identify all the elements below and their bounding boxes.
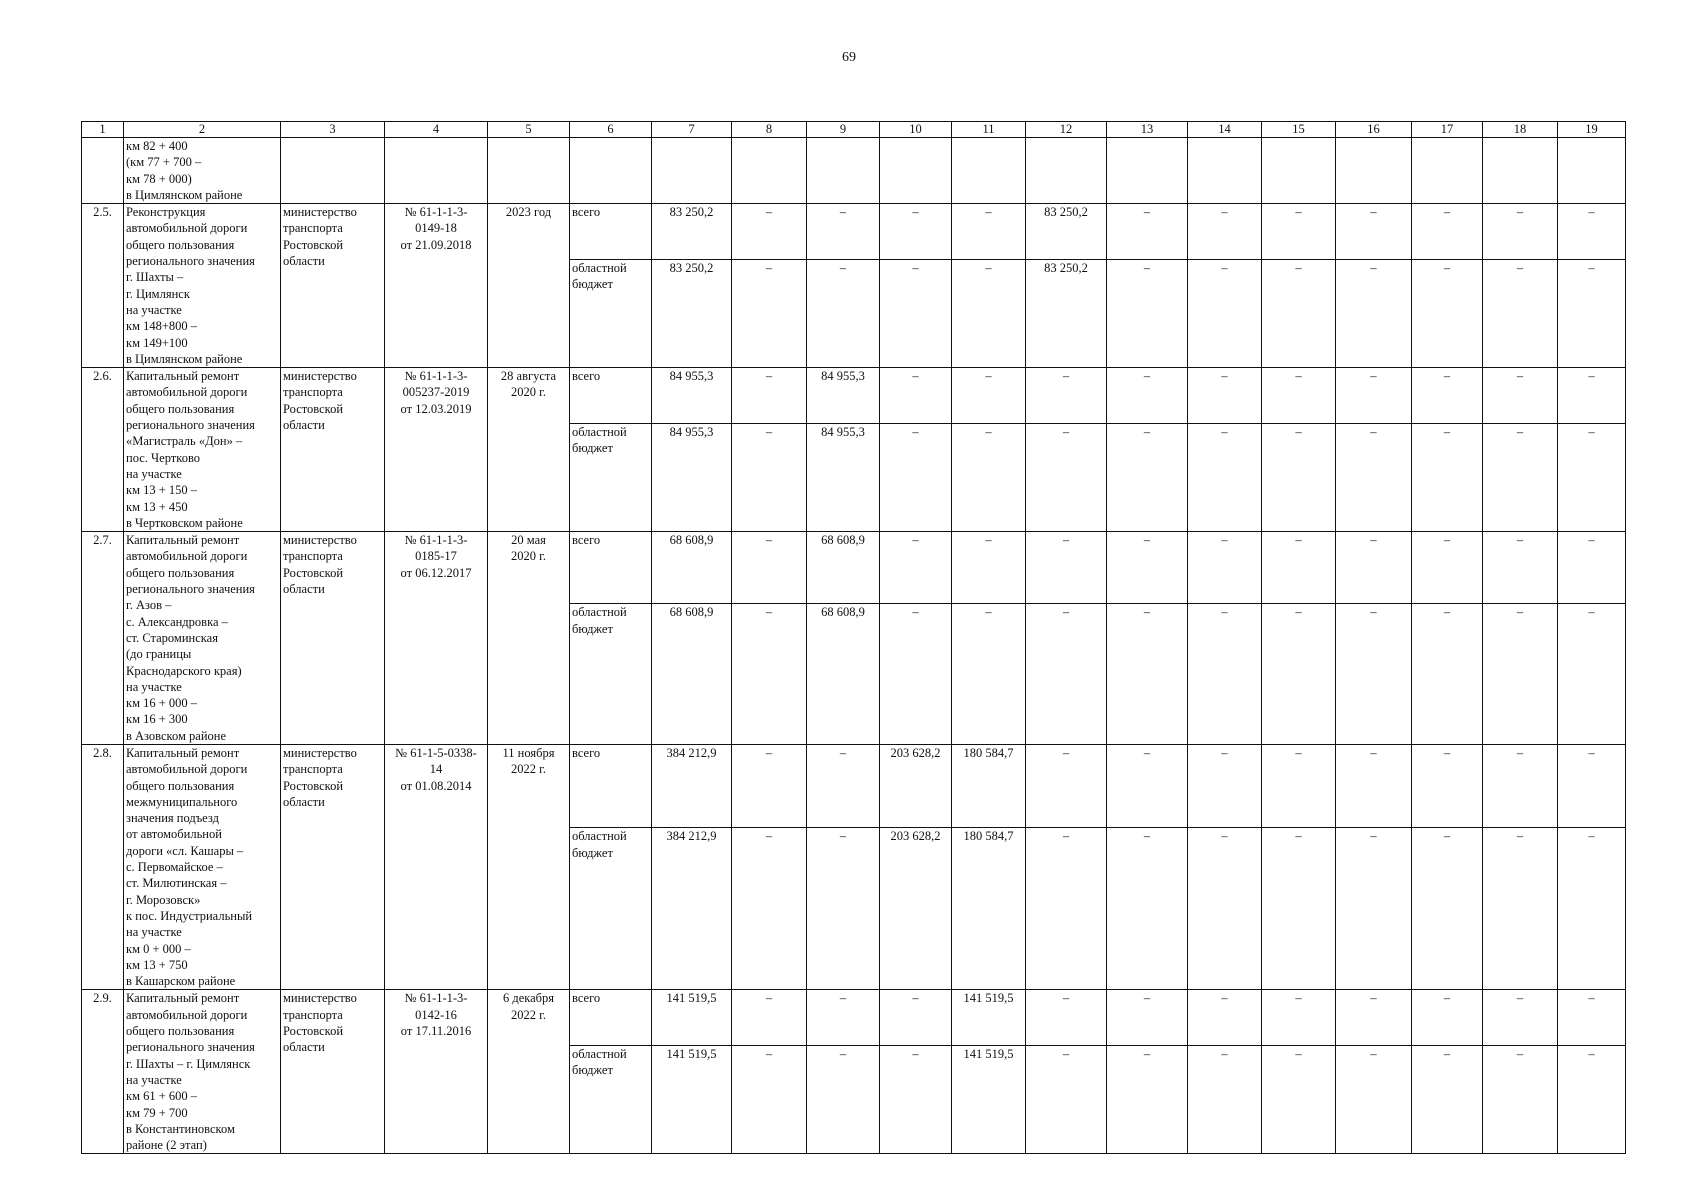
cell-col-19: – [1558,604,1626,745]
cell-col-13: – [1107,990,1188,1046]
cell-col-10: – [880,204,952,260]
column-header-9: 9 [807,122,880,138]
cell-col-11: – [952,532,1026,604]
cell-col-11: – [952,604,1026,745]
cell-col-19: – [1558,828,1626,990]
cell-col-19: – [1558,368,1626,424]
cell-col-19: – [1558,259,1626,367]
cell-col-8: – [732,604,807,745]
cell-col-12: – [1026,368,1107,424]
cell-document: № 61-1-1-3- 005237-2019 от 12.03.2019 [385,368,488,532]
cell-col-15: – [1262,1046,1336,1154]
cell-col-19: – [1558,532,1626,604]
cell-col-14: – [1188,423,1262,531]
cell-agency: министерство транспорта Ростовской области [281,990,385,1154]
cell-col-16: – [1336,259,1412,367]
cell-col-9: – [807,744,880,827]
cell-col-7: 84 955,3 [652,423,732,531]
budget-table [81,121,1626,1154]
cell-funding-source: областной бюджет [570,423,652,531]
cell-col-7: 68 608,9 [652,604,732,745]
cell-col-7: 141 519,5 [652,990,732,1046]
cell-description: Капитальный ремонт автомобильной дороги общего пользования регионального значения г. Азов – с. Александровка – ст. Староминская (до границы Краснодарского края) на участке км 16 + 000 – км 16 + 300 в Азовском районе [124,532,281,745]
column-header-17: 17 [1412,122,1483,138]
cell-agency: министерство транспорта Ростовской области [281,368,385,532]
cell-date: 28 августа 2020 г. [488,368,570,532]
cell-col-18: – [1483,532,1558,604]
cell-col-8: – [732,744,807,827]
cell-col-18: – [1483,828,1558,990]
cell-col-7: 84 955,3 [652,368,732,424]
cell-col-14: – [1188,828,1262,990]
cell-funding-source: всего [570,744,652,827]
cell-funding-source: всего [570,368,652,424]
table-row [82,204,1626,260]
column-header-11: 11 [952,122,1026,138]
cell-agency: министерство транспорта Ростовской области [281,532,385,745]
cell-col-13: – [1107,828,1188,990]
column-header-15: 15 [1262,122,1336,138]
cell-col-10: 203 628,2 [880,744,952,827]
column-header-4: 4 [385,122,488,138]
cell-col-10: – [880,368,952,424]
cell-num: 2.7. [82,532,124,745]
cell-document: № 61-1-1-3- 0142-16 от 17.11.2016 [385,990,488,1154]
cell-funding-source: областной бюджет [570,828,652,990]
cell-num: 2.9. [82,990,124,1154]
cell-col-10: – [880,259,952,367]
cell-col-16: – [1336,368,1412,424]
cell-col-15: – [1262,744,1336,827]
cell-col-12: – [1026,1046,1107,1154]
cell-col-9: 68 608,9 [807,532,880,604]
cell-date: 2023 год [488,204,570,368]
cell-col-9: – [807,828,880,990]
cell-description: км 82 + 400 (км 77 + 700 – км 78 + 000) в Цимлянском районе [124,138,281,204]
cell-col-9: – [807,1046,880,1154]
cell-col-18: – [1483,744,1558,827]
cell-col-11: – [952,368,1026,424]
table-row [82,744,1626,827]
column-header-7: 7 [652,122,732,138]
cell-funding-source: областной бюджет [570,259,652,367]
cell-col-14: – [1188,532,1262,604]
cell-col-13: – [1107,1046,1188,1154]
cell-col-13: – [1107,744,1188,827]
cell-col-8: – [732,368,807,424]
cell-col-7: 83 250,2 [652,259,732,367]
column-header-12: 12 [1026,122,1107,138]
cell-col-12: – [1026,532,1107,604]
cell-col-16: – [1336,532,1412,604]
cell-col-14: – [1188,204,1262,260]
cell-col-7: 384 212,9 [652,828,732,990]
cell-col-8: – [732,1046,807,1154]
cell-col-8: – [732,828,807,990]
cell-description: Капитальный ремонт автомобильной дороги общего пользования межмуниципального значения подъезд от автомобильной дороги «сл. Кашары – с. Первомайское – ст. Милютинская – г. Морозовск» к пос. Индустриальный на участке км 0 + 000 – км 13 + 750 в Кашарском районе [124,744,281,989]
cell-document: № 61-1-1-3- 0149-18 от 21.09.2018 [385,204,488,368]
cell-col-8: – [732,990,807,1046]
cell-col-15: – [1262,259,1336,367]
column-header-2: 2 [124,122,281,138]
cell-col-11: 141 519,5 [952,1046,1026,1154]
cell-col-11: – [952,259,1026,367]
cell-col-17: – [1412,532,1483,604]
cell-col-16: – [1336,604,1412,745]
cell-col-8: – [732,259,807,367]
cell-col-19: – [1558,1046,1626,1154]
cell-col-10: – [880,990,952,1046]
cell-col-19: – [1558,204,1626,260]
cell-col-9: – [807,259,880,367]
cell-col-18: – [1483,368,1558,424]
cell-col-17: – [1412,744,1483,827]
cell-col-8: – [732,423,807,531]
cell-col-7: 384 212,9 [652,744,732,827]
cell-funding-source: областной бюджет [570,1046,652,1154]
cell-num [82,138,124,204]
cell-date: 11 ноября 2022 г. [488,744,570,989]
cell-col-9: 84 955,3 [807,368,880,424]
cell-col-8: – [732,204,807,260]
cell-col-19: – [1558,423,1626,531]
cell-col-13: – [1107,532,1188,604]
column-header-5: 5 [488,122,570,138]
cell-col-9: 68 608,9 [807,604,880,745]
cell-funding-source: всего [570,990,652,1046]
cell-col-17: – [1412,368,1483,424]
cell-col-16: – [1336,828,1412,990]
cell-col-12: – [1026,744,1107,827]
cell-date: 6 декабря 2022 г. [488,990,570,1154]
cell-col-9: – [807,990,880,1046]
cell-funding-source: всего [570,532,652,604]
cell-col-7: 83 250,2 [652,204,732,260]
cell-col-13: – [1107,368,1188,424]
page-number: 69 [842,50,856,65]
cell-col-10: – [880,532,952,604]
cell-col-18: – [1483,259,1558,367]
cell-funding-source: всего [570,204,652,260]
continuation-row [82,138,1626,204]
cell-description: Реконструкция автомобильной дороги общего пользования регионального значения г. Шахты – г. Цимлянск на участке км 148+800 – км 149+100 в Цимлянском районе [124,204,281,368]
cell-col-9: – [807,204,880,260]
cell-col-10: – [880,604,952,745]
cell-col-17: – [1412,1046,1483,1154]
cell-col-9: 84 955,3 [807,423,880,531]
cell-col-17: – [1412,990,1483,1046]
cell-col-13: – [1107,604,1188,745]
column-header-3: 3 [281,122,385,138]
cell-col-8: – [732,532,807,604]
column-header-row [82,122,1626,138]
cell-col-11: 180 584,7 [952,744,1026,827]
cell-funding-source: областной бюджет [570,604,652,745]
cell-col-18: – [1483,604,1558,745]
cell-col-14: – [1188,744,1262,827]
column-header-8: 8 [732,122,807,138]
cell-col-12: 83 250,2 [1026,259,1107,367]
column-header-14: 14 [1188,122,1262,138]
cell-document: № 61-1-5-0338- 14 от 01.08.2014 [385,744,488,989]
cell-col-19: – [1558,990,1626,1046]
cell-col-10: – [880,423,952,531]
column-header-13: 13 [1107,122,1188,138]
cell-col-17: – [1412,828,1483,990]
cell-num: 2.8. [82,744,124,989]
cell-col-13: – [1107,204,1188,260]
cell-col-13: – [1107,259,1188,367]
cell-col-17: – [1412,604,1483,745]
cell-col-19: – [1558,744,1626,827]
cell-col-17: – [1412,204,1483,260]
cell-col-11: 141 519,5 [952,990,1026,1046]
cell-date: 20 мая 2020 г. [488,532,570,745]
cell-col-15: – [1262,368,1336,424]
table-row [82,368,1626,424]
cell-col-16: – [1336,204,1412,260]
cell-col-11: – [952,204,1026,260]
cell-col-12: – [1026,604,1107,745]
column-header-19: 19 [1558,122,1626,138]
column-header-18: 18 [1483,122,1558,138]
cell-col-18: – [1483,990,1558,1046]
cell-col-18: – [1483,1046,1558,1154]
cell-col-18: – [1483,204,1558,260]
cell-col-11: 180 584,7 [952,828,1026,990]
cell-col-11: – [952,423,1026,531]
cell-col-15: – [1262,204,1336,260]
cell-col-12: – [1026,990,1107,1046]
cell-col-12: 83 250,2 [1026,204,1107,260]
cell-col-14: – [1188,604,1262,745]
cell-num: 2.5. [82,204,124,368]
cell-col-15: – [1262,423,1336,531]
cell-col-14: – [1188,368,1262,424]
cell-col-14: – [1188,990,1262,1046]
cell-col-17: – [1412,423,1483,531]
cell-col-7: 141 519,5 [652,1046,732,1154]
table-row [82,990,1626,1046]
cell-col-10: 203 628,2 [880,828,952,990]
cell-col-7: 68 608,9 [652,532,732,604]
cell-document: № 61-1-1-3- 0185-17 от 06.12.2017 [385,532,488,745]
column-header-1: 1 [82,122,124,138]
cell-description: Капитальный ремонт автомобильной дороги общего пользования регионального значения г. Шахты – г. Цимлянск на участке км 61 + 600 – км 79 + 700 в Константиновском районе (2 этап) [124,990,281,1154]
cell-col-15: – [1262,532,1336,604]
cell-col-15: – [1262,828,1336,990]
cell-col-13: – [1107,423,1188,531]
cell-col-12: – [1026,828,1107,990]
cell-col-16: – [1336,423,1412,531]
table-row [82,532,1626,604]
cell-col-12: – [1026,423,1107,531]
cell-col-15: – [1262,604,1336,745]
cell-description: Капитальный ремонт автомобильной дороги общего пользования регионального значения «Магистраль «Дон» – пос. Чертково на участке км 13 + 150 – км 13 + 450 в Чертковском районе [124,368,281,532]
column-header-6: 6 [570,122,652,138]
column-header-10: 10 [880,122,952,138]
cell-agency: министерство транспорта Ростовской области [281,744,385,989]
cell-col-16: – [1336,990,1412,1046]
cell-col-14: – [1188,259,1262,367]
cell-col-10: – [880,1046,952,1154]
cell-col-14: – [1188,1046,1262,1154]
cell-num: 2.6. [82,368,124,532]
cell-col-16: – [1336,744,1412,827]
column-header-16: 16 [1336,122,1412,138]
cell-col-17: – [1412,259,1483,367]
cell-col-18: – [1483,423,1558,531]
cell-col-15: – [1262,990,1336,1046]
cell-col-16: – [1336,1046,1412,1154]
cell-agency: министерство транспорта Ростовской области [281,204,385,368]
